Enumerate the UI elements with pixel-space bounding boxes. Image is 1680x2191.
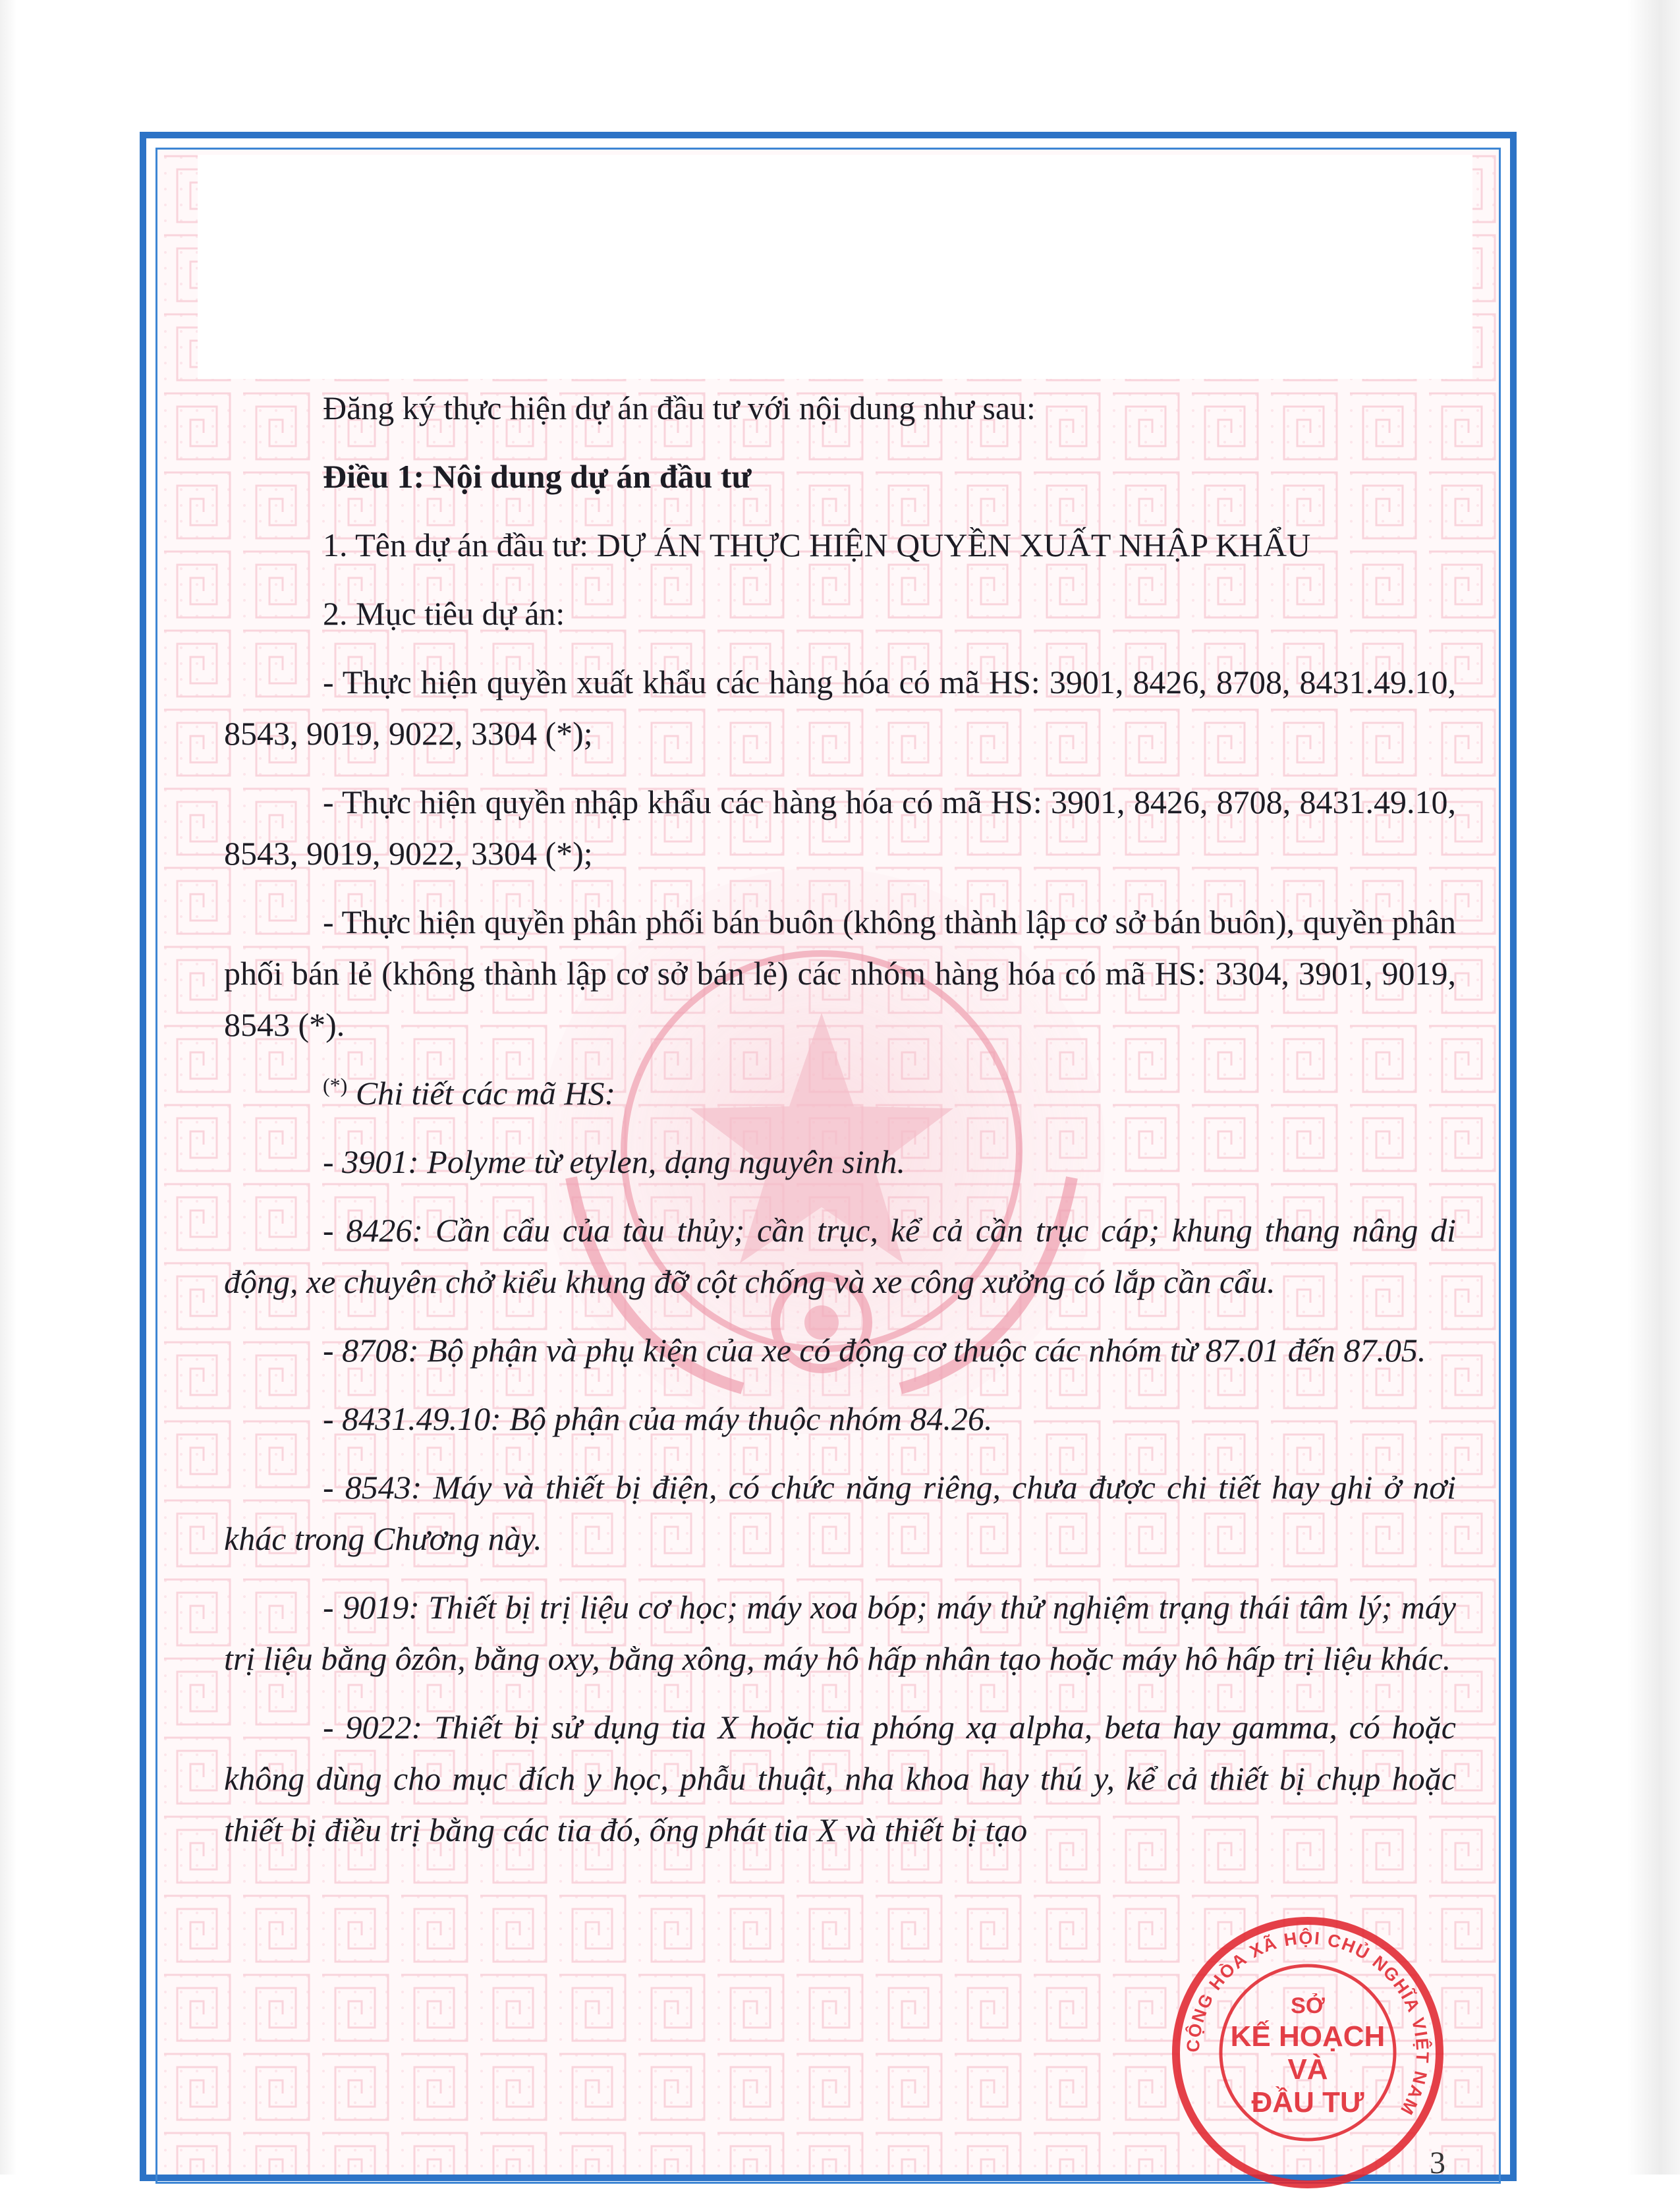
hs-detail-8708: - 8708: Bộ phận và phụ kiện của xe có động cơ thuộc các nhóm từ 87.01 đến 87.05.	[323, 1332, 1426, 1369]
objective-import: - Thực hiện quyền nhập khẩu các hàng hóa có mã HS: 3901, 8426, 8708, 8431.49.10, 8543, 9019, 9022, 3304 (*);	[224, 783, 1456, 872]
project-name: 1. Tên dự án đầu tư: DỰ ÁN THỰC HIỆN QUYỀN XUẤT NHẬP KHẨU	[323, 526, 1311, 563]
seal-line-1: KẾ HOẠCH	[1230, 2020, 1386, 2053]
hs-detail-3901: - 3901: Polyme từ etylen, dạng nguyên sinh.	[323, 1143, 905, 1180]
objective-distribution: - Thực hiện quyền phân phối bán buôn (không thành lập cơ sở bán buôn), quyền phân phối bán lẻ (không thành lập cơ sở bán lẻ) các nhóm hàng hóa có mã HS: 3304, 3901, 9019, 8543 (*).	[224, 903, 1456, 1043]
hs-note-title-text: Chi tiết các mã HS:	[355, 1075, 616, 1112]
hs-detail-9022: - 9022: Thiết bị sử dụng tia X hoặc tia phóng xạ alpha, beta hay gamma, có hoặc không dùng cho mục đích y học, phẫu thuật, nha khoa hay thú y, kể cả thiết bị chụp hoặc thiết bị điều trị bằng các tia đó, ống phát tia X và thiết bị tạo	[224, 1709, 1456, 1848]
hs-detail-8543: - 8543: Máy và thiết bị điện, có chức năng riêng, chưa được chi tiết hay ghi ở nơi khác trong Chương này.	[224, 1469, 1456, 1557]
hs-note-marker: (*)	[323, 1073, 348, 1097]
hs-detail-8431: - 8431.49.10: Bộ phận của máy thuộc nhóm 84.26.	[323, 1400, 993, 1437]
seal-line-3: ĐẦU TƯ	[1251, 2086, 1364, 2119]
objectives-heading: 2. Mục tiêu dự án:	[323, 595, 565, 632]
hs-detail-8426: - 8426: Cần cẩu của tàu thủy; cần trục, kể cả cần trục cáp; khung thang nâng di động, xe chuyên chở kiểu khung đỡ cột chống và xe công xưởng có lắp cần cẩu.	[224, 1212, 1456, 1300]
hs-detail-9019: - 9019: Thiết bị trị liệu cơ học; máy xoa bóp; máy thử nghiệm trạng thái tâm lý; máy trị liệu bằng ôzôn, bằng oxy, bằng xông, máy hô hấp nhân tạo hoặc máy hô hấp trị liệu khác.	[224, 1589, 1456, 1677]
seal-line-2: VÀ	[1287, 2053, 1328, 2086]
article-heading: Điều 1: Nội dung dự án đầu tư	[323, 458, 752, 495]
intro-text: Đăng ký thực hiện dự án đầu tư với nội dung như sau:	[323, 389, 1036, 426]
official-seal	[1169, 1914, 1446, 2191]
seal-top-text: SỞ	[1291, 1993, 1325, 2018]
seal-ring-text: CỘNG HÒA XÃ HỘI CHỦ NGHĨA VIỆT NAM	[1183, 1927, 1433, 2119]
page-number: 3	[1430, 2146, 1445, 2180]
hs-note-title	[224, 1067, 1456, 1119]
objective-export: - Thực hiện quyền xuất khẩu các hàng hóa có mã HS: 3901, 8426, 8708, 8431.49.10, 8543, 9019, 9022, 3304 (*);	[224, 664, 1456, 752]
redacted-header	[198, 155, 1472, 379]
document-body	[224, 382, 1456, 1873]
